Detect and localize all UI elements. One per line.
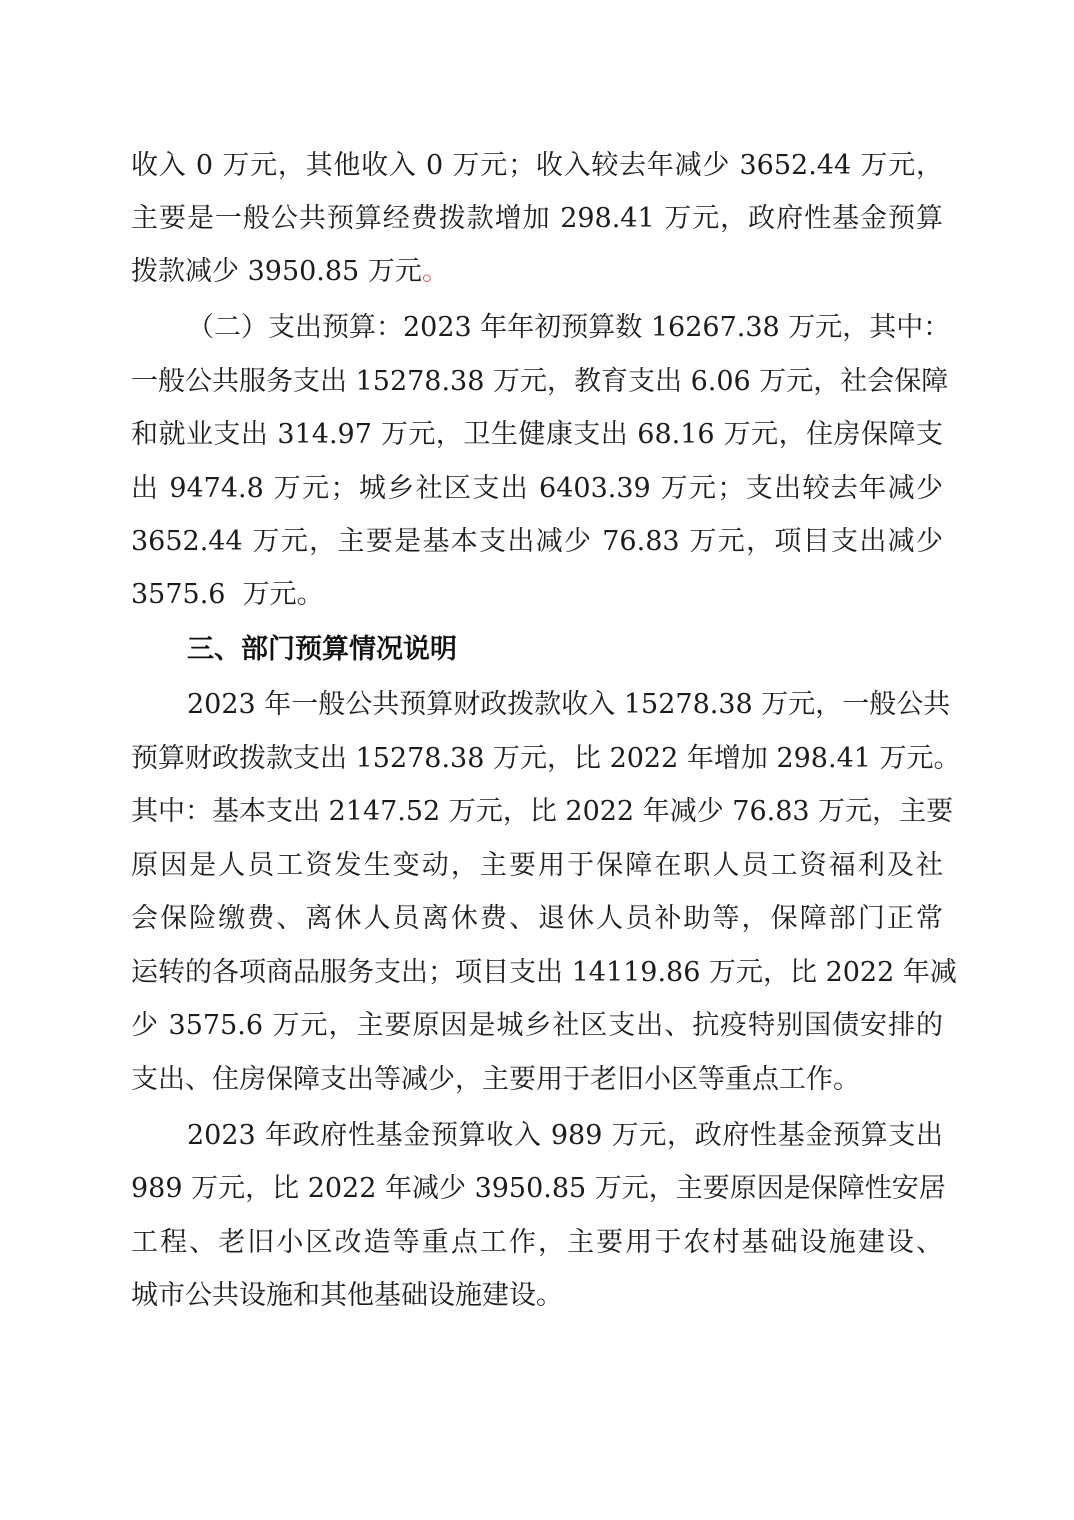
para3-line-2: 预算财政拨款支出 15278.38 万元，比 2022 年增加 298.41 万元。	[131, 743, 961, 774]
para1-line-3	[131, 252, 943, 292]
para3-line-5: 会保险缴费、离休人员离休费、退休人员补助等，保障部门正常	[131, 903, 943, 934]
para2-line-6: 3575.6 万元。	[131, 579, 324, 610]
section-heading-3: 三、部门预算情况说明	[187, 634, 457, 665]
para4-line-2: 989 万元，比 2022 年减少 3950.85 万元，主要原因是保障性安居	[131, 1173, 946, 1204]
para3-line-4: 原因是人员工资发生变动，主要用于保障在职人员工资福利及社	[131, 850, 943, 881]
para4-line-1: 2023 年政府性基金预算收入 989 万元，政府性基金预算支出	[187, 1120, 943, 1151]
para2-line-3: 和就业支出 314.97 万元，卫生健康支出 68.16 万元，住房保障支	[131, 419, 943, 450]
para1-line-1: 收入 0 万元，其他收入 0 万元；收入较去年减少 3652.44 万元，	[131, 150, 943, 181]
para3-line-3: 其中：基本支出 2147.52 万元，比 2022 年减少 76.83 万元，主要	[131, 796, 954, 827]
para3-line-1: 2023 年一般公共预算财政拨款收入 15278.38 万元，一般公共	[187, 689, 951, 720]
para4-line-3: 工程、老旧小区改造等重点工作，主要用于农村基础设施建设、	[131, 1227, 943, 1258]
para2-line-2: 一般公共服务支出 15278.38 万元，教育支出 6.06 万元，社会保障	[131, 366, 949, 397]
para4-line-4: 城市公共设施和其他基础设施建设。	[131, 1280, 563, 1311]
para1-line-2	[131, 199, 943, 239]
para1-line-3-text: 拨款减少 3950.85 万元	[131, 256, 422, 287]
para3-line-7: 少 3575.6 万元，主要原因是城乡社区支出、抗疫特别国债安排的	[131, 1010, 943, 1041]
para2-line-5: 3652.44 万元，主要是基本支出减少 76.83 万元，项目支出减少	[131, 526, 943, 557]
para3-line-6: 运转的各项商品服务支出；项目支出 14119.86 万元，比 2022 年减	[131, 957, 957, 988]
para2-line-1: （二）支出预算：2023 年年初预算数 16267.38 万元，其中：	[187, 312, 951, 343]
para3-line-8: 支出、住房保障支出等减少，主要用于老旧小区等重点工作。	[131, 1064, 860, 1095]
para1-end-mark: 。	[421, 256, 449, 287]
para2-line-4: 出 9474.8 万元；城乡社区支出 6403.39 万元；支出较去年减少	[131, 473, 943, 504]
para1-line-2-text: 主要是一般公共预算经费拨款增加 298.41 万元，政府性基金预算	[131, 203, 943, 234]
